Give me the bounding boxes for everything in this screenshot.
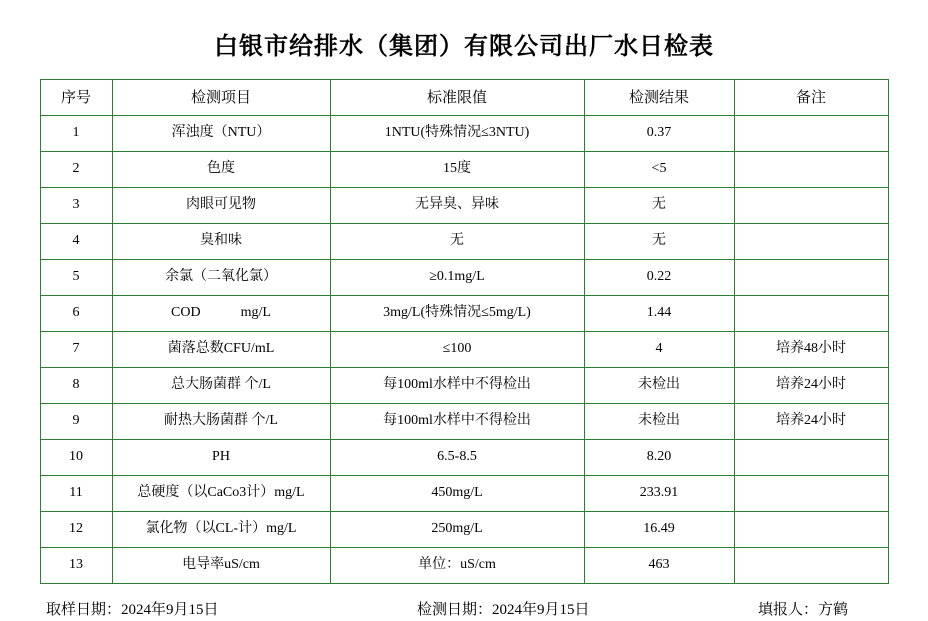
table-row (40, 260, 888, 296)
cell-item: 电导率uS/cm (112, 548, 330, 584)
cell-limit: 单位：uS/cm (330, 548, 584, 584)
cell-limit: 每100ml水样中不得检出 (330, 368, 584, 404)
cell-no: 8 (40, 368, 112, 404)
cell-item: 氯化物（以CL-计）mg/L (112, 512, 330, 548)
cell-item-label: COD (171, 305, 201, 321)
cell-limit: ≥0.1mg/L (330, 260, 584, 296)
cell-limit: 250mg/L (330, 512, 584, 548)
cell-limit: 每100ml水样中不得检出 (330, 404, 584, 440)
cell-item: 耐热大肠菌群 个/L (112, 404, 330, 440)
table-header-row (40, 80, 888, 116)
cell-result: 8.20 (584, 440, 734, 476)
cell-remark (734, 512, 888, 548)
cell-no: 1 (40, 116, 112, 152)
cell-item: PH (112, 440, 330, 476)
cell-no: 3 (40, 188, 112, 224)
cell-result: 4 (584, 332, 734, 368)
cell-limit: 15度 (330, 152, 584, 188)
cell-limit: 3mg/L(特殊情况≤5mg/L) (330, 296, 584, 332)
table-row (40, 116, 888, 152)
table-header (40, 80, 888, 116)
cell-item: 总硬度（以CaCo3计）mg/L (112, 476, 330, 512)
table-row (40, 548, 888, 584)
cell-limit: 6.5-8.5 (330, 440, 584, 476)
cell-result: 未检出 (584, 368, 734, 404)
cell-no: 6 (40, 296, 112, 332)
cell-limit: 无异臭、异味 (330, 188, 584, 224)
table-row (40, 224, 888, 260)
cell-no: 11 (40, 476, 112, 512)
reporter-name: 填报人：方鹤 (757, 602, 848, 618)
cell-remark (734, 188, 888, 224)
testing-date: 检测日期：2024年9月15日 (416, 602, 590, 618)
footer (40, 584, 888, 619)
column-header-remark: 备注 (734, 80, 888, 116)
cell-item (112, 296, 330, 332)
cell-remark (734, 152, 888, 188)
cell-item: 余氯（二氧化氯） (112, 260, 330, 296)
cell-remark: 培养24小时 (734, 368, 888, 404)
cell-no: 13 (40, 548, 112, 584)
table-row (40, 152, 888, 188)
table-row (40, 404, 888, 440)
cell-item: 菌落总数CFU/mL (112, 332, 330, 368)
column-header-result: 检测结果 (584, 80, 734, 116)
table-row (40, 296, 888, 332)
cell-result: 未检出 (584, 404, 734, 440)
cell-remark (734, 548, 888, 584)
cell-result: 1.44 (584, 296, 734, 332)
cell-item: 色度 (112, 152, 330, 188)
cell-no: 4 (40, 224, 112, 260)
cell-remark (734, 476, 888, 512)
cell-item: 总大肠菌群 个/L (112, 368, 330, 404)
cell-no: 10 (40, 440, 112, 476)
cell-remark (734, 296, 888, 332)
table-row (40, 188, 888, 224)
table-row (40, 440, 888, 476)
cell-limit: ≤100 (330, 332, 584, 368)
cell-no: 9 (40, 404, 112, 440)
cell-result: 0.37 (584, 116, 734, 152)
cell-result: 0.22 (584, 260, 734, 296)
cell-item: 臭和味 (112, 224, 330, 260)
cell-no: 2 (40, 152, 112, 188)
cell-item: 浑浊度（NTU） (112, 116, 330, 152)
cell-remark (734, 116, 888, 152)
table-row (40, 332, 888, 368)
column-header-item: 检测项目 (112, 80, 330, 116)
page-title: 白银市给排水（集团）有限公司出厂水日检表 (214, 34, 714, 60)
cell-result: 无 (584, 188, 734, 224)
cell-remark (734, 260, 888, 296)
cell-no: 7 (40, 332, 112, 368)
cell-result: 16.49 (584, 512, 734, 548)
cell-remark: 培养48小时 (734, 332, 888, 368)
cell-remark (734, 440, 888, 476)
column-header-no: 序号 (40, 80, 112, 116)
cell-no: 5 (40, 260, 112, 296)
cell-result: 463 (584, 548, 734, 584)
water-quality-table (40, 79, 889, 584)
cell-item-unit: mg/L (240, 305, 271, 321)
cell-limit: 1NTU(特殊情况≤3NTU) (330, 116, 584, 152)
table-row (40, 368, 888, 404)
table-body (40, 116, 888, 584)
cell-no: 12 (40, 512, 112, 548)
table-row (40, 512, 888, 548)
cell-remark (734, 224, 888, 260)
sampling-date: 取样日期：2024年9月15日 (46, 602, 219, 618)
cell-remark: 培养24小时 (734, 404, 888, 440)
cell-limit: 450mg/L (330, 476, 584, 512)
column-header-limit: 标准限值 (330, 80, 584, 116)
cell-item: 肉眼可见物 (112, 188, 330, 224)
table-row (40, 476, 888, 512)
cell-limit: 无 (330, 224, 584, 260)
cell-result: <5 (584, 152, 734, 188)
cell-result: 无 (584, 224, 734, 260)
cell-result: 233.91 (584, 476, 734, 512)
